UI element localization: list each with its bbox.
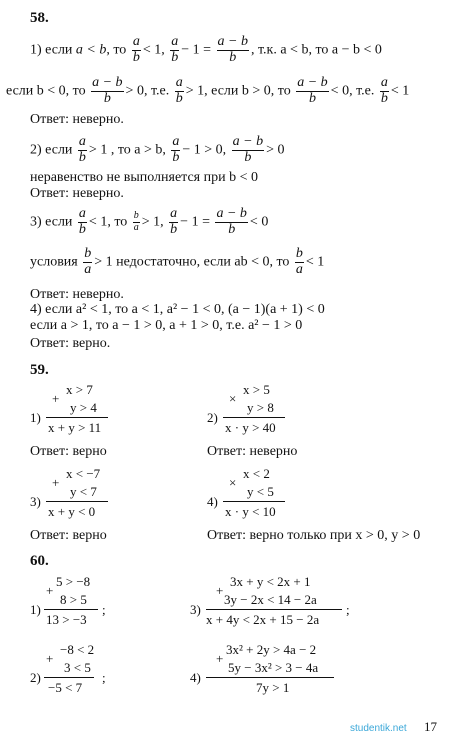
sys-result: x · y < 10 xyxy=(225,504,276,519)
sys-result: 13 > −3 xyxy=(46,612,87,627)
sum-line xyxy=(44,609,98,610)
plus-icon: + xyxy=(216,583,224,598)
fraction-a-over-b: $\frac{a}{b}$ xyxy=(175,75,183,106)
p58-1-minus1: − 1 = xyxy=(181,42,212,58)
p58-part3 xyxy=(30,207,268,237)
p58-part4-line2: если a > 1, то a − 1 > 0, a + 1 > 0, т.е. a² − 1 > 0 xyxy=(30,318,303,333)
p60-system-3 xyxy=(190,574,390,634)
plus-icon: + xyxy=(46,651,54,666)
sum-line xyxy=(44,677,94,678)
sys-row-2: 3y − 2x < 14 − 2a xyxy=(224,592,317,607)
p58-1b-gt1: > 1, если b > 0, то xyxy=(185,83,291,99)
sys-row-1: x > 5 xyxy=(243,382,270,397)
fraction-a-over-b: $\frac{a}{b}$ xyxy=(380,75,388,106)
sum-line xyxy=(46,417,108,418)
p58-1-then: , то xyxy=(106,42,127,58)
sys-row-2: 5y − 3x² > 3 − 4a xyxy=(228,660,319,675)
sys-label: 2) xyxy=(30,670,41,685)
p58-answer-2: Ответ: неверно. xyxy=(30,186,124,201)
plus-icon: + xyxy=(216,651,224,666)
problem-58-title: 58. xyxy=(30,10,49,26)
sys-row-1: 5 > −8 xyxy=(56,574,91,589)
sys-label: 3) xyxy=(190,602,201,617)
sys-label: 3) xyxy=(30,494,41,509)
p59-system-2 xyxy=(207,382,367,442)
plus-icon: + xyxy=(52,391,60,406)
p59-system-4 xyxy=(207,466,367,526)
p58-3-gt1: > 1, xyxy=(141,214,164,230)
times-icon: × xyxy=(229,475,237,490)
sys-label: 4) xyxy=(207,494,218,509)
sys-result: 7y > 1 xyxy=(256,680,290,695)
sys-row-2: 3 < 5 xyxy=(64,660,91,675)
p58-3b-lead: условия xyxy=(30,254,78,270)
p58-2-minus: − 1 > 0, xyxy=(182,142,227,158)
sys-row-1: 3x + y < 2x + 1 xyxy=(230,574,311,589)
fraction-a-over-b: $\frac{a}{b}$ xyxy=(172,134,180,165)
p58-2-gt0: > 0 xyxy=(266,142,285,158)
watermark-logo: studentik.net xyxy=(350,723,407,734)
p58-part3-cont xyxy=(30,247,324,277)
p58-part4-line1: 4) если a² < 1, то a < 1, a² − 1 < 0, (a − 1)(a + 1) < 0 xyxy=(30,302,325,317)
p58-3-lt1: < 1, то xyxy=(88,214,128,230)
p60-system-2 xyxy=(30,642,190,702)
p58-2-lead: 2) если xyxy=(30,142,73,158)
sys-result: −5 < 7 xyxy=(48,680,83,695)
sys-label: 1) xyxy=(30,410,41,425)
p59-answer-4: Ответ: верно только при x > 0, y > 0 xyxy=(207,528,421,543)
sys-result: x + y < 0 xyxy=(48,504,96,519)
sys-row-2: 8 > 5 xyxy=(60,592,87,607)
plus-icon: + xyxy=(52,475,60,490)
p58-part2-note: неравенство не выполняется при b < 0 xyxy=(30,170,258,185)
page-number: 17 xyxy=(424,719,437,734)
sys-row-2: y > 4 xyxy=(70,400,97,415)
sum-line xyxy=(46,501,108,502)
sys-row-2: y < 5 xyxy=(247,484,274,499)
sys-label: 1) xyxy=(30,602,41,617)
fraction-diff-over-b: $\frac{a - b}{b}$ xyxy=(216,206,247,237)
fraction-b-over-a: $\frac{b}{a}$ xyxy=(133,210,139,233)
p58-1b-lt1: < 1 xyxy=(390,83,410,99)
p58-1-cond: a < b xyxy=(75,42,107,58)
p59-answer-1: Ответ: верно xyxy=(30,444,107,459)
p58-1-lead: 1) если xyxy=(30,42,73,58)
sys-row-1: x < −7 xyxy=(66,466,101,481)
p58-1b-gt0: > 0, т.е. xyxy=(125,83,170,99)
p58-part1 xyxy=(30,35,382,65)
fraction-b-over-a: $\frac{b}{a}$ xyxy=(84,246,92,277)
sys-separator: ; xyxy=(102,602,106,617)
sum-line xyxy=(206,677,334,678)
p60-system-1 xyxy=(30,574,190,634)
p58-3-lead: 3) если xyxy=(30,214,73,230)
p58-1b-lead: если b < 0, то xyxy=(6,83,86,99)
p59-system-1 xyxy=(30,382,190,442)
sys-result: x + y > 11 xyxy=(48,420,102,435)
p60-system-4 xyxy=(190,642,390,702)
fraction-b-over-a: $\frac{b}{a}$ xyxy=(295,246,303,277)
fraction-diff-over-b: $\frac{a - b}{b}$ xyxy=(217,34,248,65)
sys-row-1: x > 7 xyxy=(66,382,93,397)
sys-separator: ; xyxy=(102,670,106,685)
p58-part2 xyxy=(30,135,285,165)
fraction-a-over-b: $\frac{a}{b}$ xyxy=(170,206,178,237)
product-line xyxy=(223,417,285,418)
fraction-a-over-b: $\frac{a}{b}$ xyxy=(132,34,140,65)
sys-label: 4) xyxy=(190,670,201,685)
p59-system-3 xyxy=(30,466,190,526)
p58-1-lt1: < 1, xyxy=(142,42,165,58)
p58-3-lt0: < 0 xyxy=(249,214,269,230)
fraction-diff-over-b: $\frac{a - b}{b}$ xyxy=(232,134,264,165)
problem-59-title: 59. xyxy=(30,362,49,378)
p58-1b-lt0: < 0, т.е. xyxy=(330,83,375,99)
fraction-a-over-b: $\frac{a}{b}$ xyxy=(78,206,86,237)
sys-result: x + 4y < 2x + 15 − 2a xyxy=(206,612,320,627)
p58-3b-mid: > 1 недостаточно, если ab < 0, то xyxy=(94,254,290,270)
p58-part1-cont xyxy=(6,76,409,106)
p59-answer-2: Ответ: неверно xyxy=(207,444,298,459)
p58-answer-4: Ответ: верно. xyxy=(30,336,111,351)
problem-60-title: 60. xyxy=(30,553,49,569)
product-line xyxy=(223,501,285,502)
sum-line xyxy=(206,609,342,610)
plus-icon: + xyxy=(46,583,54,598)
sys-row-1: 3x² + 2y > 4a − 2 xyxy=(226,642,317,657)
p58-2-gt1: > 1 , то a > b, xyxy=(88,142,166,158)
sys-label: 2) xyxy=(207,410,218,425)
fraction-a-over-b: $\frac{a}{b}$ xyxy=(78,134,86,165)
p58-3-minus: − 1 = xyxy=(180,214,210,230)
sys-row-2: y < 7 xyxy=(70,484,97,499)
p58-answer-3: Ответ: неверно. xyxy=(30,287,124,302)
times-icon: × xyxy=(229,391,237,406)
p59-answer-3: Ответ: верно xyxy=(30,528,107,543)
sys-row-1: x < 2 xyxy=(243,466,270,481)
sys-separator: ; xyxy=(346,602,350,617)
fraction-a-over-b: $\frac{a}{b}$ xyxy=(171,34,179,65)
fraction-diff-over-b: $\frac{a - b}{b}$ xyxy=(297,75,328,106)
sys-result: x · y > 40 xyxy=(225,420,276,435)
sys-row-1: −8 < 2 xyxy=(60,642,95,657)
p58-3b-lt1: < 1 xyxy=(305,254,325,270)
fraction-diff-over-b: $\frac{a - b}{b}$ xyxy=(92,75,123,106)
p58-answer-1: Ответ: неверно. xyxy=(30,112,124,127)
sys-row-2: y > 8 xyxy=(247,400,274,415)
p58-1-tail: , т.к. a < b, то a − b < 0 xyxy=(250,42,382,58)
